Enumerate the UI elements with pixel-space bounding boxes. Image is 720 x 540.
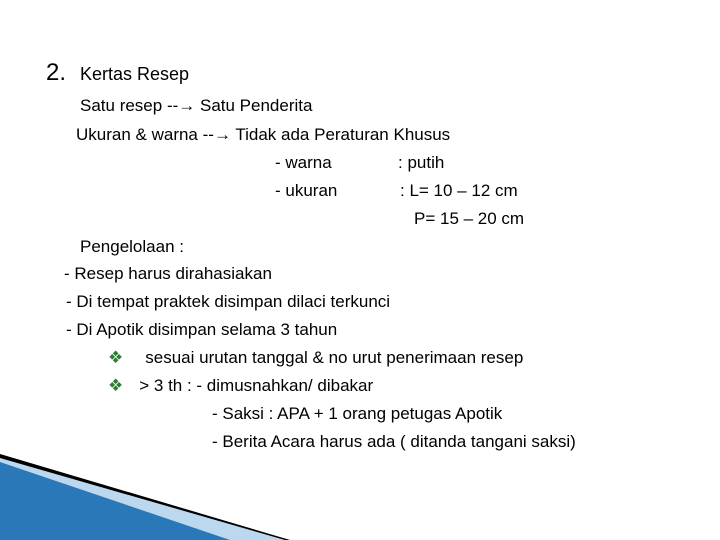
spec-size-value-2: P= 15 – 20 cm (414, 209, 525, 228)
spec-size-label: - ukuran (275, 181, 338, 200)
spec-color-label: - warna (275, 153, 332, 172)
diamond-bullet-icon: ❖ (108, 376, 124, 395)
arrow-icon: → (178, 96, 196, 115)
line1-left: Satu resep -- (80, 96, 179, 115)
slide-number: 2. (46, 59, 67, 86)
slide-title: Kertas Resep (80, 64, 190, 84)
diamond-bullet-icon: ❖ (108, 348, 124, 367)
footer-decoration (0, 440, 720, 540)
line-ukuran-warna (76, 125, 450, 145)
management-title: Pengelolaan : (80, 237, 184, 256)
management-item-1: - Resep harus dirahasiakan (64, 264, 272, 283)
sub-item-1 (108, 348, 523, 368)
sub-item-2 (108, 376, 373, 396)
sub-item-2-text: > 3 th : - dimusnahkan/ dibakar (139, 376, 374, 395)
spec-size-value: : L= 10 – 12 cm (400, 181, 518, 200)
management-item-2: - Di tempat praktek disimpan dilaci terkunci (66, 292, 391, 311)
line2-right: Tidak ada Peraturan Khusus (230, 125, 451, 144)
management-item-3: - Di Apotik disimpan selama 3 tahun (66, 320, 338, 339)
line-satu-resep (80, 96, 312, 116)
sub-item-1-text: sesuai urutan tanggal & no urut penerimaan resep (145, 348, 524, 367)
line1-right: Satu Penderita (195, 96, 313, 115)
line2-left: Ukuran & warna -- (76, 125, 214, 144)
arrow-icon: → (213, 125, 231, 144)
sub-item-2-line-2: - Saksi : APA + 1 orang petugas Apotik (212, 404, 503, 423)
sub-item-2-line-3: - Berita Acara harus ada ( ditanda tangani saksi) (212, 432, 576, 451)
spec-color-value: : putih (398, 153, 445, 172)
